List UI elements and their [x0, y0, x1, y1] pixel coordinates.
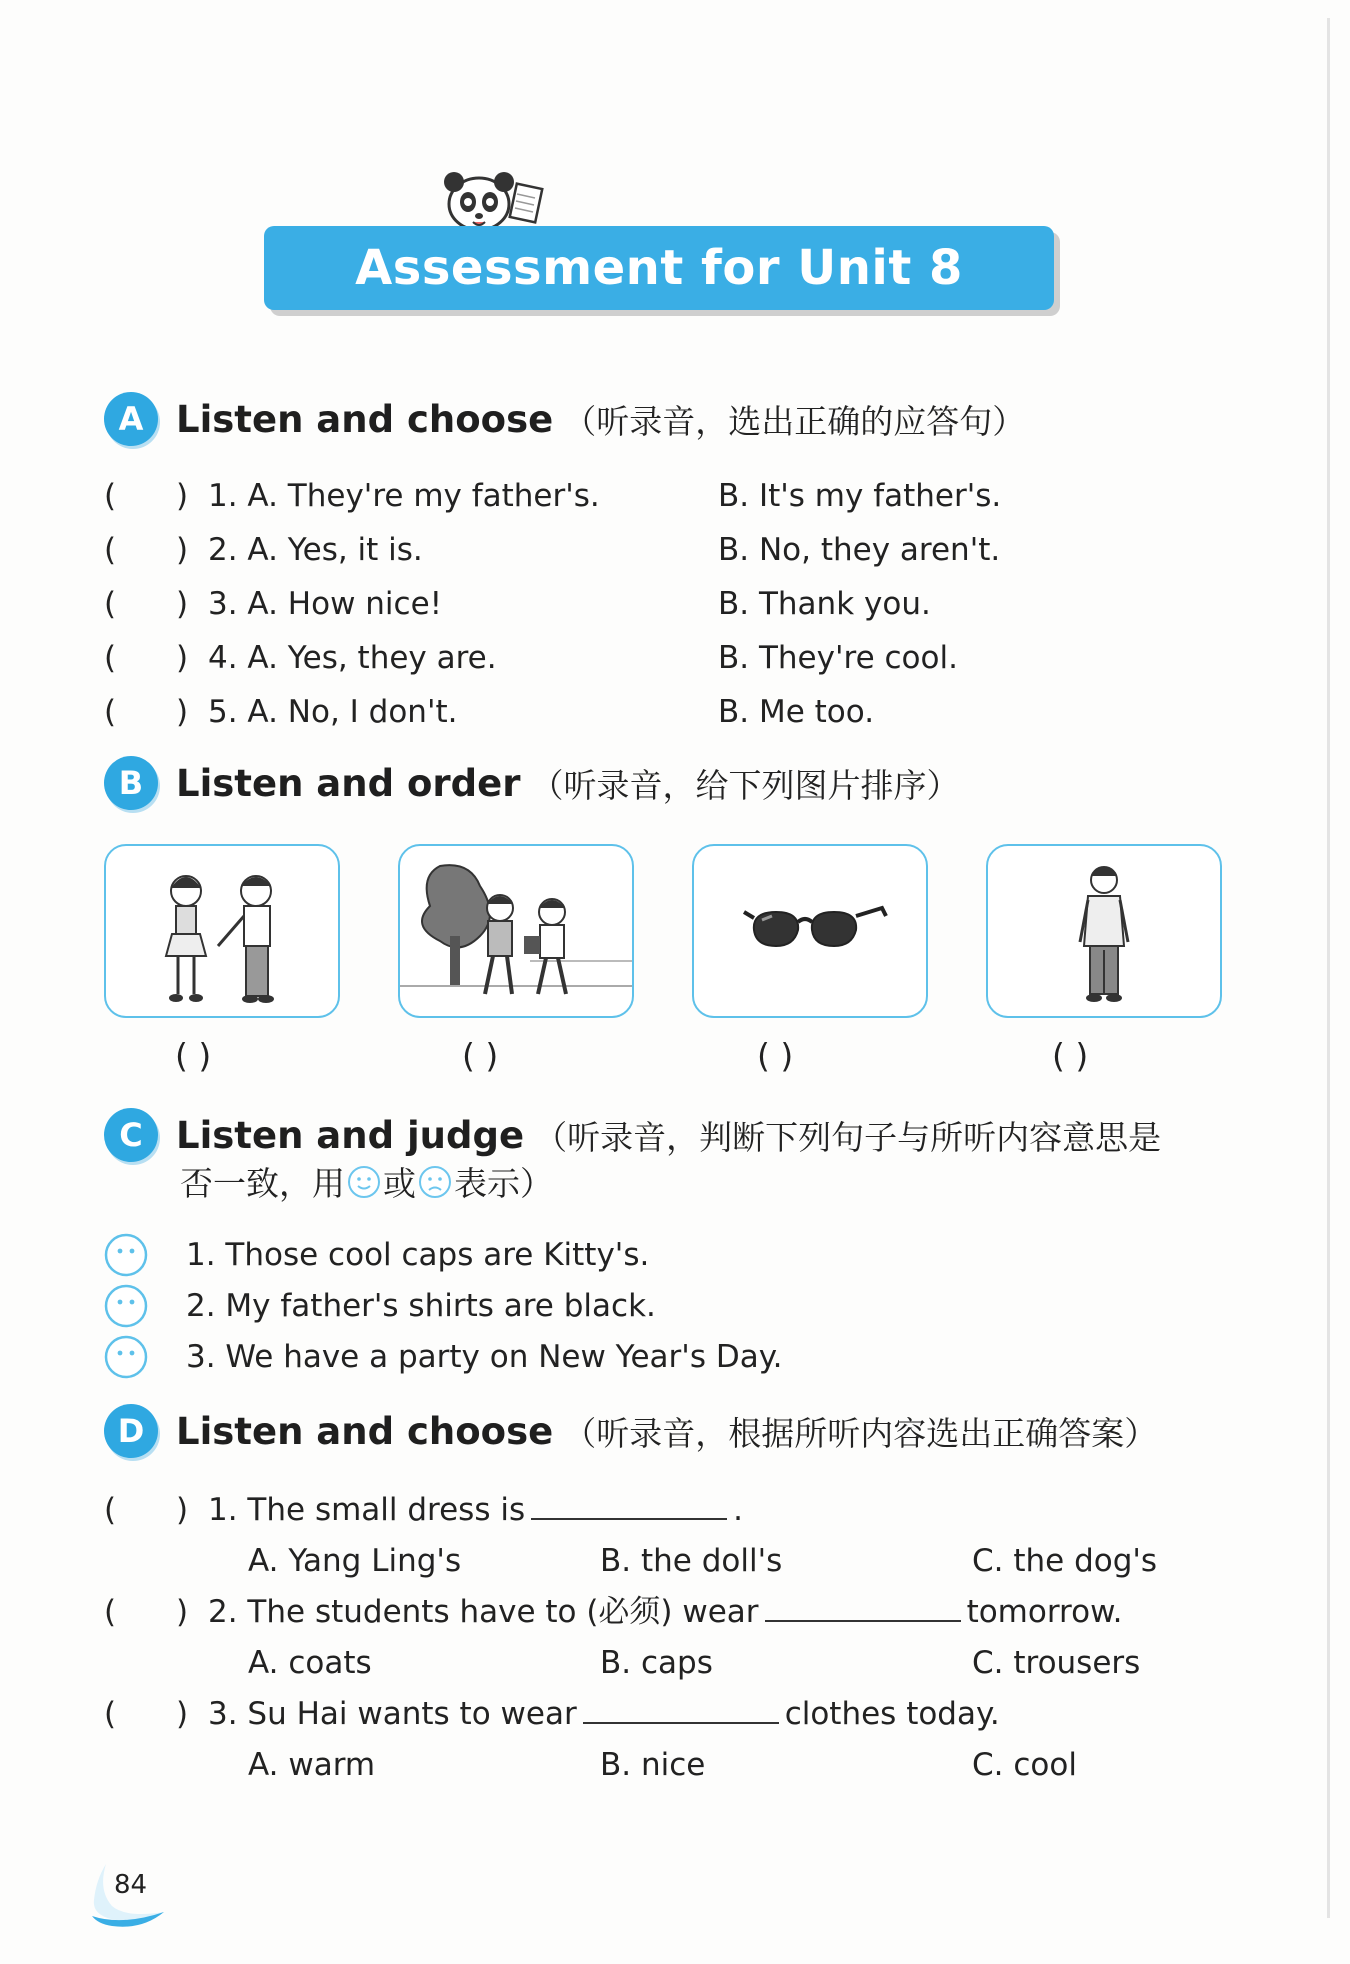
option-b: B. caps	[600, 1645, 713, 1681]
judge-sentence: 1. Those cool caps are Kitty's.	[186, 1237, 650, 1273]
section-d-instruction: （听录音，根据所听内容选出正确答案）	[563, 1413, 1158, 1453]
title-banner	[262, 160, 1062, 320]
option-a: A. warm	[248, 1747, 376, 1783]
girl-and-boy-picture	[104, 844, 340, 1018]
section-b-instruction: （听录音，给下列图片排序）	[530, 765, 960, 805]
option-a: 5. A. No, I don't.	[208, 694, 458, 730]
option-c: C. trousers	[972, 1645, 1141, 1681]
instruction-text: 表示）	[454, 1164, 553, 1203]
question-tail: tomorrow.	[966, 1594, 1123, 1630]
option-a: 2. A. Yes, it is.	[208, 532, 423, 568]
question-text	[208, 1590, 1122, 1634]
section-c-badge: C	[104, 1108, 158, 1162]
section-a-instruction: （听录音，选出正确的应答句）	[563, 401, 1026, 441]
boy-in-jacket-picture	[986, 844, 1222, 1018]
question-stem: 2. The students have to (必须) wear	[208, 1594, 759, 1630]
section-a-title: Listen and choose	[176, 397, 554, 441]
option-a: 3. A. How nice!	[208, 586, 443, 622]
answer-paren-open[interactable]: (	[104, 586, 117, 622]
answer-paren-open[interactable]: (	[104, 1696, 117, 1732]
instruction-text: 或	[383, 1164, 416, 1203]
answer-paren-open[interactable]: (	[104, 640, 117, 676]
answer-paren-open[interactable]: (	[104, 1492, 117, 1528]
blank-face-icon[interactable]	[104, 1335, 148, 1379]
answer-paren-close: )	[176, 1594, 189, 1630]
question-text	[208, 1488, 743, 1532]
option-c: C. the dog's	[972, 1543, 1158, 1579]
answer-paren-close: )	[176, 586, 189, 622]
option-b: B. They're cool.	[718, 640, 958, 676]
section-c-title: Listen and judge	[176, 1113, 525, 1157]
answer-paren-close: )	[176, 1696, 189, 1732]
answer-paren-open[interactable]: (	[104, 532, 117, 568]
option-a: A. Yang Ling's	[248, 1543, 462, 1579]
judge-item	[104, 1230, 649, 1280]
judge-sentence: 2. My father's shirts are black.	[186, 1288, 656, 1324]
option-b: B. No, they aren't.	[718, 532, 1001, 568]
answer-paren-close: )	[176, 478, 189, 514]
section-a-header	[104, 392, 1025, 446]
option-b: B. nice	[600, 1747, 706, 1783]
instruction-text: 否一致，用	[180, 1164, 345, 1203]
option-a: 1. A. They're my father's.	[208, 478, 600, 514]
question-tail: clothes today.	[784, 1696, 1000, 1732]
question-tail: .	[733, 1492, 743, 1528]
picture-order-answer[interactable]: ( )	[462, 1036, 499, 1075]
option-c: C. cool	[972, 1747, 1077, 1783]
section-b-title: Listen and order	[176, 761, 521, 805]
section-b-badge: B	[104, 756, 158, 810]
question-stem: 1. The small dress is	[208, 1492, 526, 1528]
question-text	[208, 1692, 1000, 1736]
section-c-instruction: （听录音，判断下列句子与所听内容意思是	[534, 1117, 1162, 1157]
fill-blank[interactable]	[531, 1488, 727, 1520]
boys-under-tree-picture	[398, 844, 634, 1018]
answer-paren-close: )	[176, 532, 189, 568]
fill-blank[interactable]	[765, 1590, 961, 1622]
picture-order-answer[interactable]: ( )	[175, 1036, 212, 1075]
sunglasses-picture	[692, 844, 928, 1018]
answer-paren-open[interactable]: (	[104, 1594, 117, 1630]
judge-item	[104, 1281, 656, 1331]
question-stem: 3. Su Hai wants to wear	[208, 1696, 577, 1732]
answer-paren-close: )	[176, 1492, 189, 1528]
section-c-header	[104, 1108, 1161, 1162]
option-a: A. coats	[248, 1645, 372, 1681]
answer-paren-close: )	[176, 694, 189, 730]
answer-paren-open[interactable]: (	[104, 694, 117, 730]
smiley-face-icon	[347, 1165, 381, 1199]
section-d-title: Listen and choose	[176, 1409, 554, 1453]
picture-order-answer[interactable]: ( )	[1052, 1036, 1089, 1075]
blank-face-icon[interactable]	[104, 1233, 148, 1277]
page-number: 84	[114, 1870, 148, 1900]
page-edge	[1327, 18, 1330, 1918]
answer-paren-close: )	[176, 640, 189, 676]
section-d-badge: D	[104, 1404, 158, 1458]
section-d-header	[104, 1404, 1157, 1458]
option-a: 4. A. Yes, they are.	[208, 640, 497, 676]
fill-blank[interactable]	[583, 1692, 779, 1724]
option-b: B. Thank you.	[718, 586, 931, 622]
judge-sentence: 3. We have a party on New Year's Day.	[186, 1339, 783, 1375]
option-b: B. the doll's	[600, 1543, 783, 1579]
answer-paren-open[interactable]: (	[104, 478, 117, 514]
option-b: B. It's my father's.	[718, 478, 1002, 514]
page-title: Assessment for Unit 8	[264, 226, 1054, 310]
blank-face-icon[interactable]	[104, 1284, 148, 1328]
page-number-tab	[92, 1860, 172, 1930]
picture-order-answer[interactable]: ( )	[757, 1036, 794, 1075]
section-b-header	[104, 756, 959, 810]
sad-face-icon	[418, 1165, 452, 1199]
option-b: B. Me too.	[718, 694, 875, 730]
section-c-instruction-line2	[180, 1158, 553, 1205]
judge-item	[104, 1332, 782, 1382]
section-a-badge: A	[104, 392, 158, 446]
